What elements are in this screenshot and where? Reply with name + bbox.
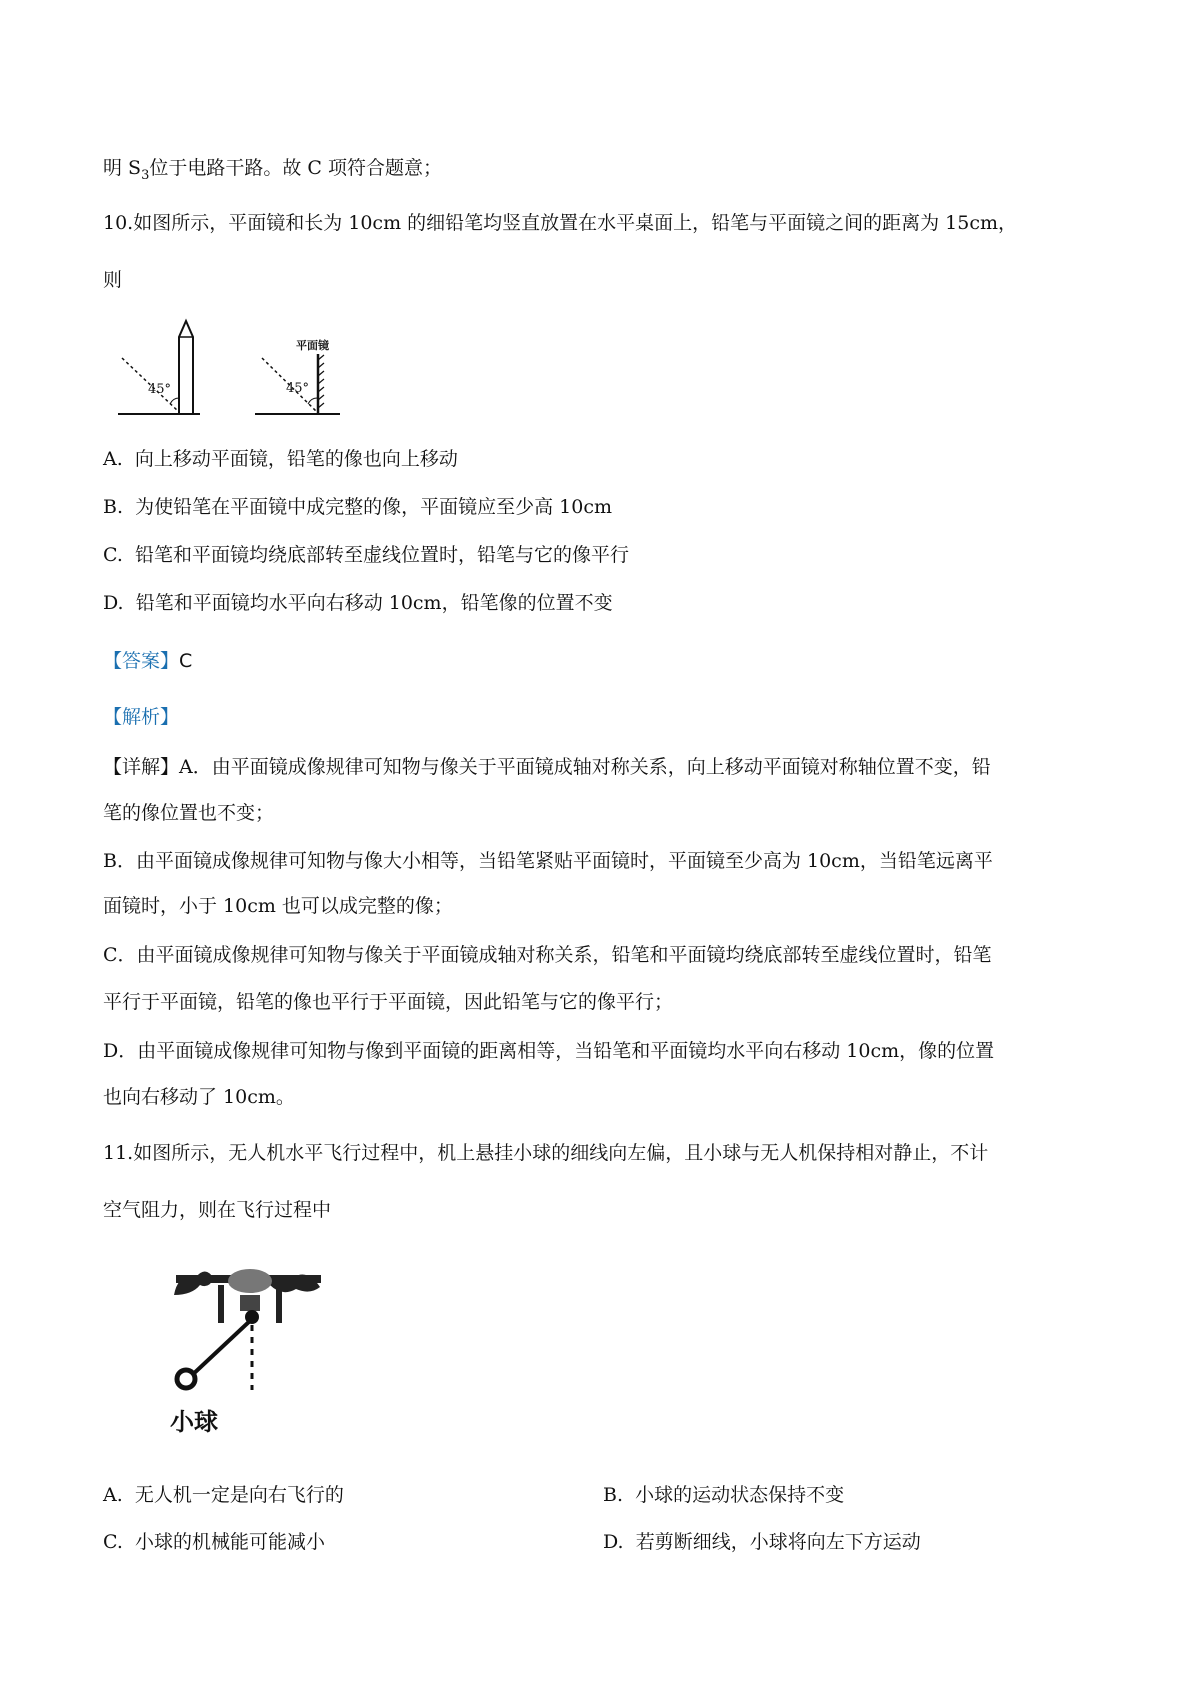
q10-analysis-heading [103,705,179,729]
q11-option-d [603,1530,921,1554]
q10-option-a [103,447,458,471]
pencil-angle-label: 45° [148,382,172,397]
q11-stem-line1: 11.如图所示，无人机水平飞行过程中，机上悬挂小球的细线向左偏，且小球与无人机保持相对静止，不计 [103,1142,989,1164]
q10-option-b [103,495,612,519]
pencil-angle-arc [170,398,179,404]
q10-detail-a-line1: 【详解】A．由平面镜成像规律可知物与像关于平面镜成轴对称关系，向上移动平面镜对称轴位置不变，铅 [103,756,991,778]
option-text: 小球的机械能可能减小 [135,1531,326,1553]
q10-figure [110,318,380,418]
analysis-label: 【解析】 [103,706,180,728]
option-letter: B. [103,496,124,518]
ball-icon [177,1370,195,1388]
q11-figure [170,1255,330,1455]
pencil-diagram [118,321,200,414]
q10-stem-line1: 10.如图所示，平面镜和长为 10cm 的细铅笔均竖直放置在水平桌面上，铅笔与平面镜之间的距离为 15cm， [103,212,1018,234]
option-letter: A. [103,448,123,470]
q10-detail-c-line1: C．由平面镜成像规律可知物与像关于平面镜成轴对称关系，铅笔和平面镜均绕底部转至虚线位置时，铅笔 [103,944,992,966]
q10-detail-b-line2: 面镜时，小于 10cm 也可以成完整的像； [103,895,453,917]
option-letter: D. [103,592,124,614]
option-text: 向上移动平面镜，铅笔的像也向上移动 [134,448,458,470]
option-letter: C. [103,544,123,566]
option-letter: A. [103,1484,123,1506]
mirror-angle-label: 45° [286,381,310,396]
option-text: 若剪断细线，小球将向左下方运动 [635,1531,921,1553]
mirror-angle-arc [308,398,317,404]
q10-detail-b-line1: B．由平面镜成像规律可知物与像大小相等，当铅笔紧贴平面镜时，平面镜至少高为 10cm，当铅笔远离平 [103,850,993,872]
q10-answer [103,649,192,673]
option-text: 为使铅笔在平面镜中成完整的像，平面镜应至少高 10cm [135,496,612,518]
option-text: 铅笔和平面镜均水平向右移动 10cm，铅笔像的位置不变 [135,592,613,614]
q11-option-a [103,1483,344,1507]
option-letter: B. [603,1484,624,1506]
previous-analysis-line [103,156,442,188]
q11-option-c [103,1530,325,1554]
option-letter: C. [103,1531,123,1553]
q11-option-b [603,1483,844,1507]
mirror-label: 平面镜 [296,339,329,352]
q10-option-d [103,591,613,615]
option-text: 铅笔和平面镜均绕底部转至虚线位置时，铅笔与它的像平行 [135,544,630,566]
q10-stem-line2: 则 [103,269,123,291]
q10-detail-c-line2: 平行于平面镜，铅笔的像也平行于平面镜，因此铅笔与它的像平行； [103,991,674,1013]
q10-detail-d-line2: 也向右移动了 10cm。 [103,1086,295,1108]
pencil-icon [179,321,193,414]
q10-option-c [103,543,629,567]
q10-detail-a-line2: 笔的像位置也不变； [103,802,275,824]
option-text: 小球的运动状态保持不变 [635,1484,845,1506]
q11-stem-line2: 空气阻力，则在飞行过程中 [103,1199,332,1221]
mirror-diagram [255,338,340,414]
option-text: 无人机一定是向右飞行的 [134,1484,344,1506]
prev-line-suffix: 位于电路干路。故 C 项符合题意； [149,157,442,179]
answer-label: 【答案】 [103,650,180,672]
prev-line-prefix: 明 S [103,157,142,179]
string-line [190,1319,252,1377]
ball-label: 小球 [170,1408,218,1436]
option-letter: D. [603,1531,624,1553]
answer-value: C [179,650,193,672]
q10-detail-d-line1: D．由平面镜成像规律可知物与像到平面镜的距离相等，当铅笔和平面镜均水平向右移动 10cm，像的位置 [103,1040,995,1062]
drone-icon [174,1269,321,1324]
prev-line-subscript: 3 [141,167,150,183]
